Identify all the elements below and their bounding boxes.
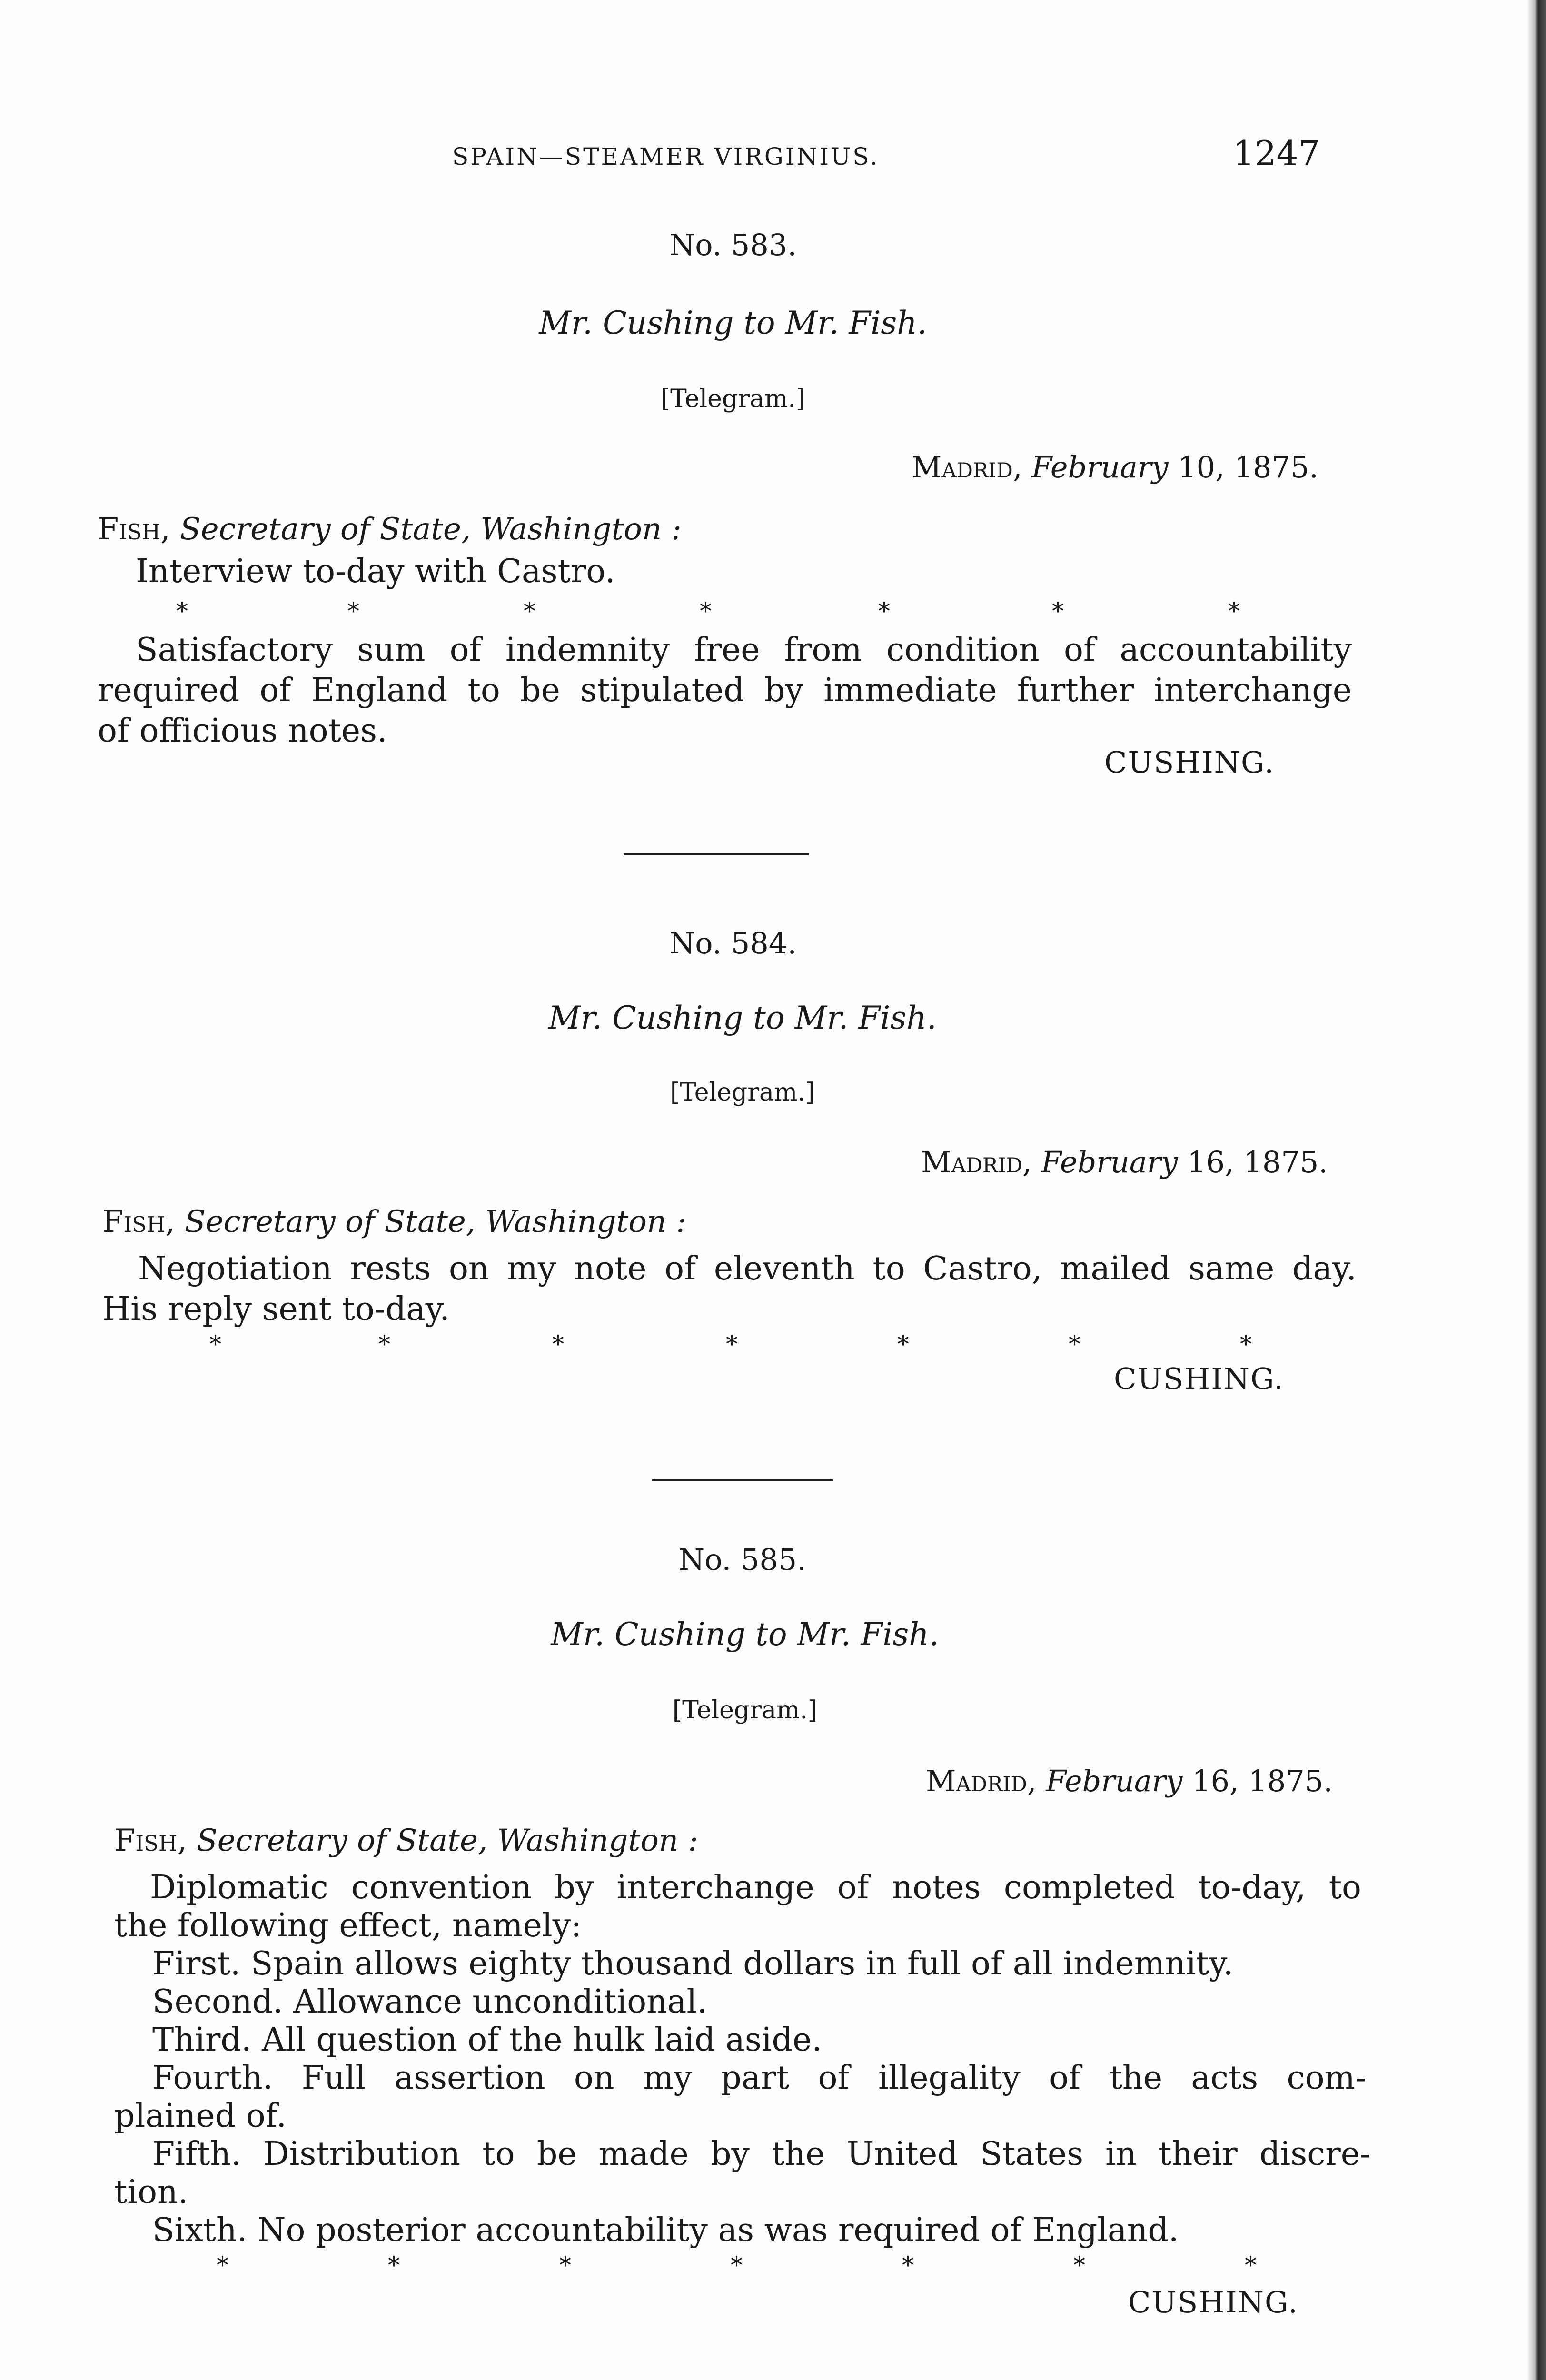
dateline-month: February bbox=[1031, 450, 1169, 485]
telegram-line: Fifth. Distribution to be made by the United States in their discre- bbox=[152, 2135, 1371, 2173]
ellipsis-stars bbox=[0, 597, 1546, 626]
signature: CUSHING. bbox=[1128, 2285, 1298, 2320]
dateline-day-year: 16, 1875. bbox=[1187, 1145, 1328, 1180]
signature: CUSHING. bbox=[1104, 745, 1275, 780]
telegram-line: Fourth. Full assertion on my part of illegality of the acts com- bbox=[152, 2059, 1366, 2097]
salutation-title: Secretary of State, Washington : bbox=[196, 1823, 698, 1858]
ellipsis-star: * bbox=[1073, 2251, 1085, 2279]
ellipsis-star: * bbox=[1245, 2251, 1257, 2279]
telegram-line: Diplomatic convention by interchange of notes completed to-day, to bbox=[150, 1869, 1361, 1906]
signature: CUSHING. bbox=[1114, 1361, 1284, 1396]
ellipsis-stars bbox=[0, 1330, 1546, 1359]
document-type: [Telegram.] bbox=[672, 1696, 818, 1725]
ellipsis-star: * bbox=[1228, 597, 1240, 625]
salutation-name: Fish, bbox=[102, 1204, 175, 1240]
running-title: SPAIN—STEAMER VIRGINIUS. bbox=[452, 143, 880, 170]
section-divider bbox=[652, 1479, 833, 1481]
ellipsis-star: * bbox=[1240, 1330, 1252, 1358]
ellipsis-star: * bbox=[700, 597, 712, 625]
ellipsis-star: * bbox=[347, 597, 359, 625]
document-number: No. 584. bbox=[669, 926, 797, 961]
ellipsis-star: * bbox=[726, 1330, 738, 1358]
ellipsis-star: * bbox=[217, 2251, 228, 2279]
document-number: No. 583. bbox=[669, 228, 797, 262]
ellipsis-star: * bbox=[902, 2251, 914, 2279]
dateline-month: February bbox=[1041, 1145, 1178, 1180]
telegram-line: His reply sent to-day. bbox=[102, 1290, 450, 1328]
ellipsis-stars bbox=[0, 2251, 1546, 2280]
ellipsis-star: * bbox=[388, 2251, 400, 2279]
dateline-day-year: 16, 1875. bbox=[1192, 1764, 1333, 1798]
section-divider bbox=[624, 853, 809, 855]
salutation-title: Secretary of State, Washington : bbox=[184, 1204, 686, 1240]
salutation bbox=[98, 512, 682, 547]
document-number: No. 585. bbox=[679, 1542, 806, 1577]
telegram-line: required of England to be stipulated by immediate further interchange bbox=[98, 672, 1352, 709]
ellipsis-star: * bbox=[1069, 1330, 1080, 1358]
dateline bbox=[0, 450, 1318, 485]
dateline bbox=[0, 1145, 1328, 1180]
telegram-line: First. Spain allows eighty thousand dollars in full of all indemnity. bbox=[152, 1945, 1234, 1983]
salutation bbox=[114, 1823, 698, 1858]
ellipsis-star: * bbox=[552, 1330, 564, 1358]
dateline-place: Madrid, bbox=[911, 450, 1022, 485]
salutation-name: Fish, bbox=[114, 1823, 187, 1858]
telegram-line: tion. bbox=[114, 2173, 188, 2211]
dateline-month: February bbox=[1046, 1764, 1183, 1798]
telegram-line: the following effect, namely: bbox=[114, 1907, 582, 1944]
dateline-place: Madrid, bbox=[925, 1764, 1037, 1798]
ellipsis-star: * bbox=[731, 2251, 743, 2279]
ellipsis-star: * bbox=[209, 1330, 221, 1358]
document-addressee: Mr. Cushing to Mr. Fish. bbox=[551, 1616, 939, 1653]
ellipsis-star: * bbox=[878, 597, 890, 625]
dateline-day-year: 10, 1875. bbox=[1178, 450, 1318, 485]
document-type: [Telegram.] bbox=[670, 1078, 815, 1107]
document-addressee: Mr. Cushing to Mr. Fish. bbox=[548, 1000, 937, 1036]
ellipsis-star: * bbox=[559, 2251, 571, 2279]
telegram-line: Second. Allowance unconditional. bbox=[152, 1983, 707, 2021]
dateline bbox=[0, 1764, 1333, 1798]
ellipsis-star: * bbox=[176, 597, 188, 625]
document-addressee: Mr. Cushing to Mr. Fish. bbox=[539, 305, 927, 341]
telegram-line: Interview to-day with Castro. bbox=[136, 553, 615, 590]
ellipsis-star: * bbox=[897, 1330, 909, 1358]
document-type: [Telegram.] bbox=[660, 385, 806, 413]
telegram-line: Negotiation rests on my note of eleventh to Castro, mailed same day. bbox=[138, 1250, 1357, 1288]
salutation-title: Secretary of State, Washington : bbox=[179, 512, 682, 547]
ellipsis-star: * bbox=[1052, 597, 1064, 625]
telegram-line: Third. All question of the hulk laid aside. bbox=[152, 2021, 822, 2059]
ellipsis-star: * bbox=[524, 597, 535, 625]
ellipsis-star: * bbox=[378, 1330, 390, 1358]
salutation-name: Fish, bbox=[98, 512, 170, 547]
telegram-line: of officious notes. bbox=[98, 712, 387, 750]
dateline-place: Madrid, bbox=[921, 1145, 1032, 1180]
salutation bbox=[102, 1204, 686, 1240]
telegram-line: Sixth. No posterior accountability as was required of England. bbox=[152, 2211, 1179, 2249]
page-number: 1247 bbox=[1233, 133, 1320, 173]
telegram-line: plained of. bbox=[114, 2097, 287, 2135]
telegram-line: Satisfactory sum of indemnity free from condition of accountability bbox=[136, 631, 1352, 669]
